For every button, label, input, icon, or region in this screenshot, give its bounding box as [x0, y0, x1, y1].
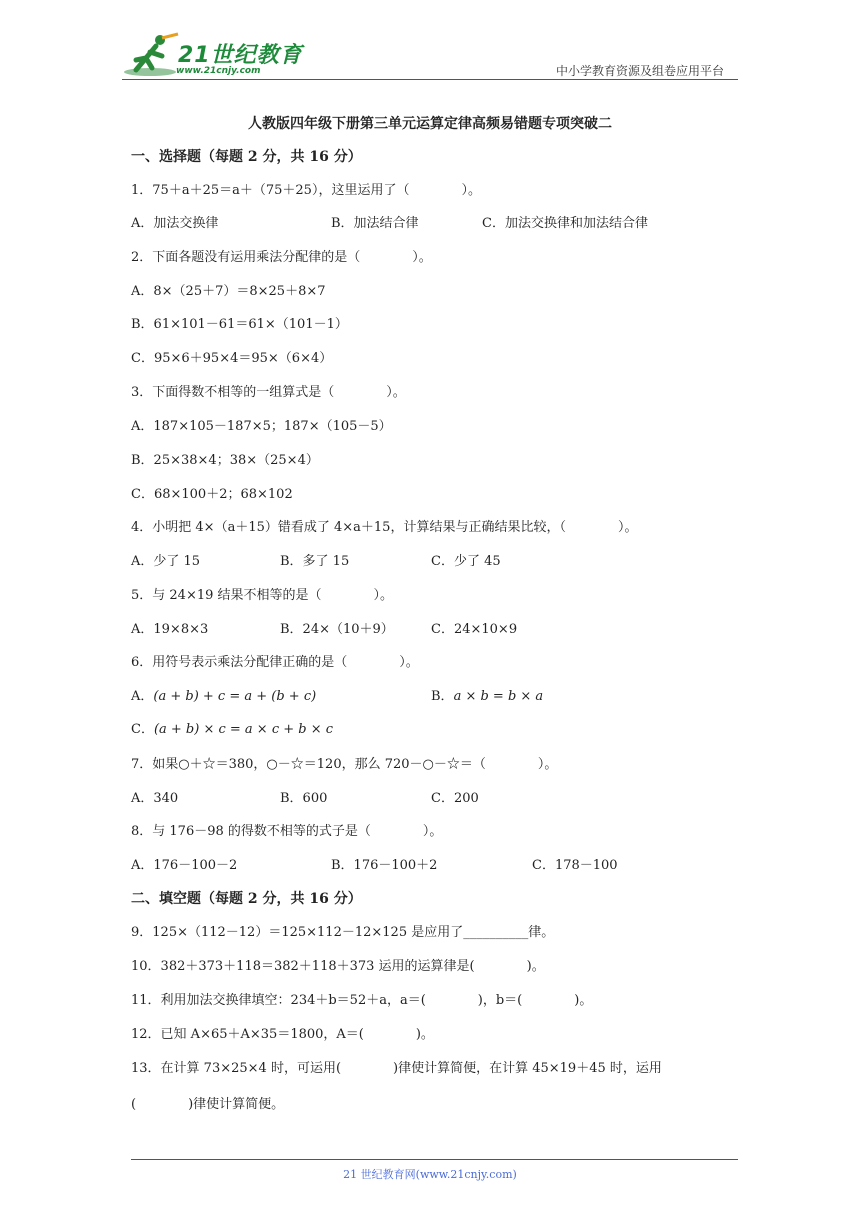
option-a-formula: (a + b) + c = a + (b + c) — [153, 689, 317, 704]
option-b-formula: a × b = b × a — [453, 689, 544, 704]
question-4-option-c: C．少了 45 — [431, 554, 501, 569]
question-13-line-2: ( )律使计算简便。 — [131, 1097, 285, 1112]
option-c-formula: (a + b) × c = a × c + b × c — [153, 722, 334, 737]
question-5-stem: 5．与 24×19 结果不相等的是（ ）。 — [131, 588, 394, 603]
logo-url: www.21cnjy.com — [176, 66, 261, 76]
question-8-stem: 8．与 176－98 的得数不相等的式子是（ ）。 — [131, 824, 443, 839]
question-2-option-c: C．95×6＋95×4＝95×（6×4） — [131, 351, 333, 366]
question-2-stem: 2．下面各题没有运用乘法分配律的是（ ）。 — [131, 250, 432, 265]
header-divider — [122, 79, 738, 80]
question-5-option-c: C．24×10×9 — [431, 622, 518, 637]
footer-divider — [131, 1159, 738, 1160]
question-6-option-a — [131, 688, 316, 706]
question-10: 10．382＋373＋118＝382＋118＋373 运用的运算律是( )。 — [131, 959, 545, 974]
question-1-option-a: A．加法交换律 — [131, 216, 219, 231]
question-6-option-b — [431, 688, 543, 706]
question-7-option-c: C．200 — [431, 791, 479, 806]
question-1-option-c: C．加法交换律和加法结合律 — [482, 216, 648, 231]
question-5-option-b: B．24×（10＋9） — [280, 622, 394, 637]
question-7-stem: 7．如果○＋☆＝380，○－☆＝120，那么 720－○－☆＝（ ）。 — [131, 757, 558, 772]
question-1-option-b: B．加法结合律 — [331, 216, 419, 231]
question-2-option-a: A．8×（25＋7）＝8×25＋8×7 — [131, 284, 326, 299]
runner-logo-icon — [122, 32, 182, 80]
question-12: 12．已知 A×65＋A×35＝1800，A＝( )。 — [131, 1027, 434, 1042]
footer-link[interactable]: 21 世纪教育网(www.21cnjy.com) — [343, 1168, 517, 1181]
question-4-option-a: A．少了 15 — [131, 554, 201, 569]
question-1-stem: 1．75＋a＋25＝a＋（75＋25），这里运用了（ ）。 — [131, 183, 481, 198]
question-8-option-b: B．176－100＋2 — [331, 858, 438, 873]
question-4-stem: 4．小明把 4×（a＋15）错看成了 4×a＋15，计算结果与正确结果比较，（ ）。 — [131, 520, 638, 535]
header-platform-text: 中小学教育资源及组卷应用平台 — [555, 64, 724, 78]
question-6-stem: 6．用符号表示乘法分配律正确的是（ ）。 — [131, 655, 419, 670]
question-4-option-b: B．多了 15 — [280, 554, 350, 569]
question-6-option-c — [131, 721, 333, 739]
option-c-label: C． — [131, 722, 154, 737]
option-a-label: A． — [131, 689, 154, 704]
logo-text: 21世纪教育 — [178, 43, 303, 68]
question-5-option-a: A．19×8×3 — [131, 622, 209, 637]
question-3-stem: 3．下面得数不相等的一组算式是（ ）。 — [131, 385, 406, 400]
section-heading-choice: 一、选择题（每题 2 分，共 16 分） — [131, 149, 362, 165]
page-title: 人教版四年级下册第三单元运算定律高频易错题专项突破二 — [248, 116, 612, 132]
question-8-option-a: A．176－100－2 — [131, 858, 238, 873]
question-3-option-c: C．68×100＋2；68×102 — [131, 487, 293, 502]
question-9: 9．125×（112－12）＝125×112－12×125 是应用了__________律。 — [131, 925, 555, 940]
question-8-option-c: C．178－100 — [532, 858, 618, 873]
question-7-option-b: B．600 — [280, 791, 328, 806]
question-2-option-b: B．61×101－61＝61×（101－1） — [131, 317, 348, 332]
question-13-line-1: 13．在计算 73×25×4 时，可运用( )律使计算简便，在计算 45×19＋45 时，运用 — [131, 1061, 662, 1076]
question-3-option-a: A．187×105－187×5；187×（105－5） — [131, 419, 392, 434]
question-7-option-a: A．340 — [131, 791, 179, 806]
question-3-option-b: B．25×38×4；38×（25×4） — [131, 453, 319, 468]
section-heading-fill: 二、填空题（每题 2 分，共 16 分） — [131, 891, 362, 907]
option-b-label: B． — [431, 689, 454, 704]
question-11: 11．利用加法交换律填空：234＋b＝52＋a，a＝( )，b＝( )。 — [131, 993, 593, 1008]
